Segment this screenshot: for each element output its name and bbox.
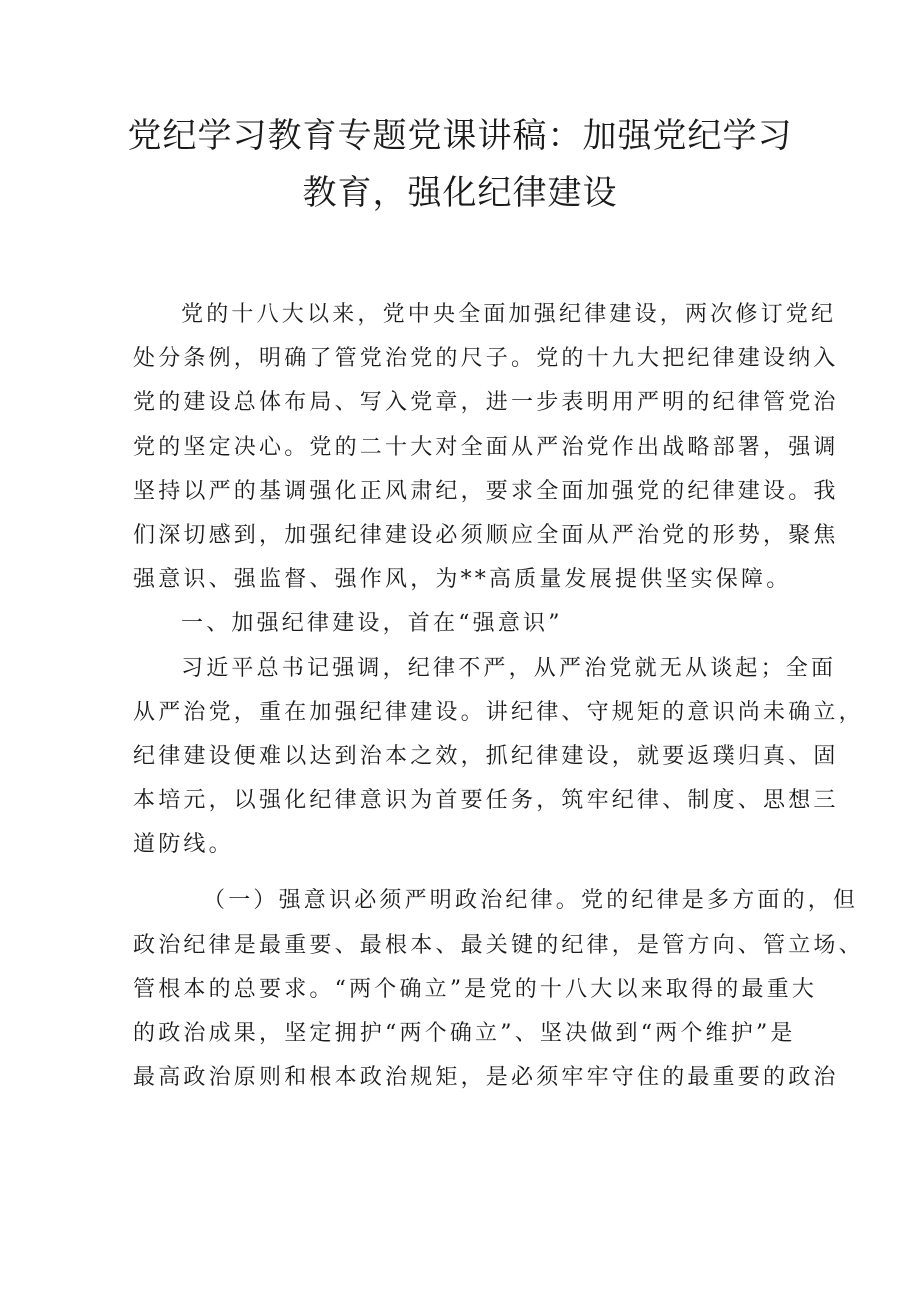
text-line: 习近平总书记强调，纪律不严，从严治党就无从谈起；全面	[181, 655, 837, 681]
text-line: 们深切感到，加强纪律建设必须顺应全面从严治党的形势，聚焦	[133, 522, 839, 548]
paragraph-3	[133, 879, 864, 1100]
text-line: 的政治成果，坚定拥护“两个确立”、坚决做到“两个维护”是	[133, 1021, 796, 1046]
text-line: 纪律建设便难以达到治本之效，抓纪律建设，就要返璞归真、固	[133, 743, 839, 769]
text-line: （一）强意识必须严明政治纪律。党的纪律是多方面的，但	[203, 888, 859, 914]
text-line: 党的坚定决心。党的二十大对全面从严治党作出战略部署，强调	[133, 434, 839, 460]
text-line: 最高政治原则和根本政治规矩，是必须牢牢守住的最重要的政治	[133, 1065, 839, 1091]
heading-line: 一、加强纪律建设，首在“强意识”	[181, 611, 563, 637]
text-line: 强意识、强监督、强作风，为**高质量发展提供坚实保障。	[133, 567, 792, 593]
title-line-1: 党纪学习教育专题党课讲稿：加强党纪学习	[127, 116, 793, 156]
text-line: 政治纪律是最重要、最根本、最关键的纪律，是管方向、管立场、	[133, 932, 864, 958]
text-line: 党的建设总体布局、写入党章，进一步表明用严明的纪律管党治	[133, 390, 839, 416]
text-line: 从严治党，重在加强纪律建设。讲纪律、守规矩的意识尚未确立，	[133, 699, 864, 725]
text-line: 道防线。	[133, 832, 234, 858]
text-line: 坚持以严的基调强化正风肃纪，要求全面加强党的纪律建设。我	[133, 478, 839, 504]
text-line: 本培元，以强化纪律意识为首要任务，筑牢纪律、制度、思想三	[133, 788, 839, 814]
text-line: 处分条例，明确了管党治党的尺子。党的十九大把纪律建设纳入	[133, 346, 839, 372]
document-body	[133, 293, 864, 1100]
paragraph-gap	[133, 867, 789, 879]
title-line-2: 教育，强化纪律建设	[302, 173, 618, 213]
section-heading-1	[133, 602, 789, 646]
paragraph-1	[133, 293, 839, 602]
document-title	[100, 108, 820, 222]
text-line: 党的十八大以来，党中央全面加强纪律建设，两次修订党纪	[181, 302, 837, 327]
text-line: 管根本的总要求。“两个确立”是党的十八大以来取得的最重大	[133, 976, 818, 1002]
paragraph-2	[133, 647, 864, 868]
